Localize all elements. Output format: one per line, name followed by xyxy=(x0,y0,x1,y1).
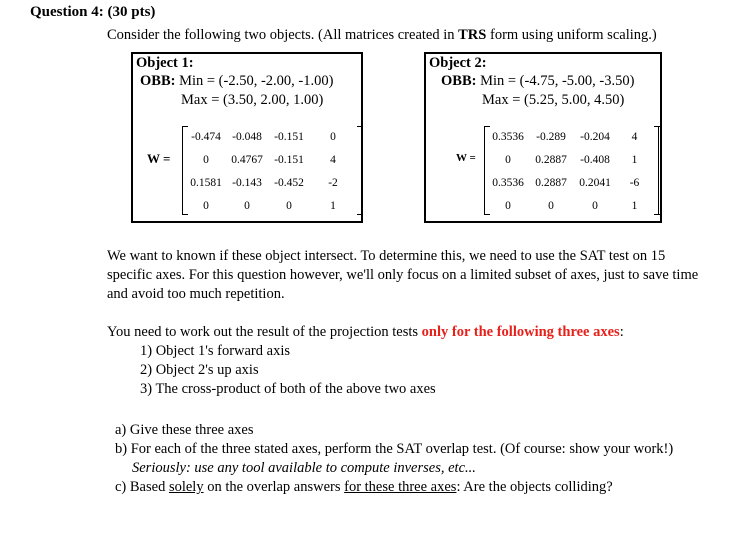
paragraph-axes xyxy=(107,323,624,399)
matrix-cell: 0.3536 xyxy=(492,176,524,189)
matrix-cell: 1 xyxy=(631,199,638,212)
matrix-cell: 1 xyxy=(631,153,638,166)
axes-intro-post: : xyxy=(619,324,624,340)
task-c-pre: c) Based xyxy=(115,479,169,495)
matrix-row xyxy=(487,194,652,217)
task-b: b) For each of the three stated axes, perform the SAT overlap test. (Of course: show your work!) xyxy=(115,441,674,457)
axes-intro-emphasis: only for the following three axes xyxy=(421,324,620,340)
axis-item: 1) Object 1's forward axis xyxy=(140,343,290,359)
matrix-cell: 0.3536 xyxy=(492,130,524,143)
matrix-cell: -0.048 xyxy=(232,130,262,143)
task-b-note: Seriously: use any tool available to compute inverses, etc... xyxy=(132,460,476,476)
object1-matrix xyxy=(182,126,362,215)
object2-obb-label: OBB: xyxy=(441,73,477,89)
matrix-cell: -0.151 xyxy=(274,130,304,143)
paragraph-line: specific axes. For this question however, we'll only focus on a limited subset of axes, just to save time xyxy=(107,267,699,283)
matrix-cell: 0.4767 xyxy=(231,153,263,166)
matrix-cell: 0.2887 xyxy=(535,153,567,166)
matrix-cell: 0 xyxy=(548,199,554,212)
matrix-cell: -0.143 xyxy=(232,176,262,189)
task-c-solely: solely xyxy=(168,479,204,495)
matrix-cell: 0 xyxy=(286,199,292,212)
intro-post: form using uniform scaling.) xyxy=(486,27,657,43)
matrix-cell: 0.2887 xyxy=(535,176,567,189)
matrix-cell: -0.289 xyxy=(536,130,566,143)
matrix-row xyxy=(487,171,652,194)
task-c-axes: for these three axes xyxy=(344,479,457,495)
intro-pre: Consider the following two objects. (All matrices created in xyxy=(107,27,459,43)
object2-min: Min = (-4.75, -5.00, -3.50) xyxy=(480,73,635,89)
matrix-cell: -0.474 xyxy=(191,130,221,143)
matrix-cell: -6 xyxy=(629,176,640,189)
object1-w-label: W = xyxy=(147,151,171,166)
matrix-cell: 0 xyxy=(203,199,209,212)
matrix-row xyxy=(487,148,652,171)
matrix-cell: -0.151 xyxy=(274,153,304,166)
matrix-cell: 0 xyxy=(244,199,250,212)
matrix-cell: 0 xyxy=(592,199,598,212)
matrix-row xyxy=(186,171,356,194)
matrix-row xyxy=(186,148,356,171)
task-a: a) Give these three axes xyxy=(115,422,254,438)
matrix-cell: 0.1581 xyxy=(190,176,222,189)
paragraph-line: and avoid too much repetition. xyxy=(107,286,285,302)
intro-text xyxy=(107,27,657,44)
matrix-cell: 4 xyxy=(330,153,336,166)
object1-title: Object 1: xyxy=(136,55,194,71)
object1-max: Max = (3.50, 2.00, 1.00) xyxy=(181,92,324,108)
object2-matrix xyxy=(484,126,659,215)
task-list xyxy=(115,421,673,497)
paragraph-line: We want to known if these object intersect. To determine this, we need to use the SAT test on 15 xyxy=(107,248,666,264)
object1-obb-label: OBB: xyxy=(140,73,176,89)
matrix-row xyxy=(186,125,356,148)
object1-box xyxy=(131,52,363,223)
matrix-row xyxy=(487,125,652,148)
matrix-cell: -0.408 xyxy=(580,153,610,166)
matrix-cell: 1 xyxy=(330,199,336,212)
object1-obb-min xyxy=(140,73,333,90)
matrix-cell: -0.452 xyxy=(274,176,304,189)
axes-intro-pre: You need to work out the result of the projection tests xyxy=(107,324,422,340)
object1-min: Min = (-2.50, -2.00, -1.00) xyxy=(179,73,334,89)
object2-box xyxy=(424,52,662,223)
task-c-mid: on the overlap answers xyxy=(203,479,345,495)
matrix-cell: 0 xyxy=(203,153,209,166)
matrix-cell: 4 xyxy=(631,130,638,143)
matrix-cell: 0.2041 xyxy=(579,176,611,189)
matrix-cell: 0 xyxy=(505,153,511,166)
paragraph-sat xyxy=(107,247,698,304)
object2-title: Object 2: xyxy=(429,55,487,71)
matrix-row xyxy=(186,194,356,217)
axes-intro xyxy=(107,323,624,342)
task-c-post: : Are the objects colliding? xyxy=(456,479,613,495)
task-c xyxy=(115,478,673,497)
axis-item: 3) The cross-product of both of the above two axes xyxy=(140,381,436,397)
matrix-cell: -0.204 xyxy=(580,130,610,143)
object2-w-label: W = xyxy=(456,152,476,164)
object2-obb-min xyxy=(441,73,634,90)
intro-bold: TRS xyxy=(458,27,487,43)
axis-item: 2) Object 2's up axis xyxy=(140,362,259,378)
matrix-cell: 0 xyxy=(330,130,336,143)
question-heading: Question 4: (30 pts) xyxy=(30,4,156,20)
object2-max: Max = (5.25, 5.00, 4.50) xyxy=(482,92,625,108)
matrix-cell: 0 xyxy=(505,199,511,212)
matrix-cell: -2 xyxy=(328,176,338,189)
